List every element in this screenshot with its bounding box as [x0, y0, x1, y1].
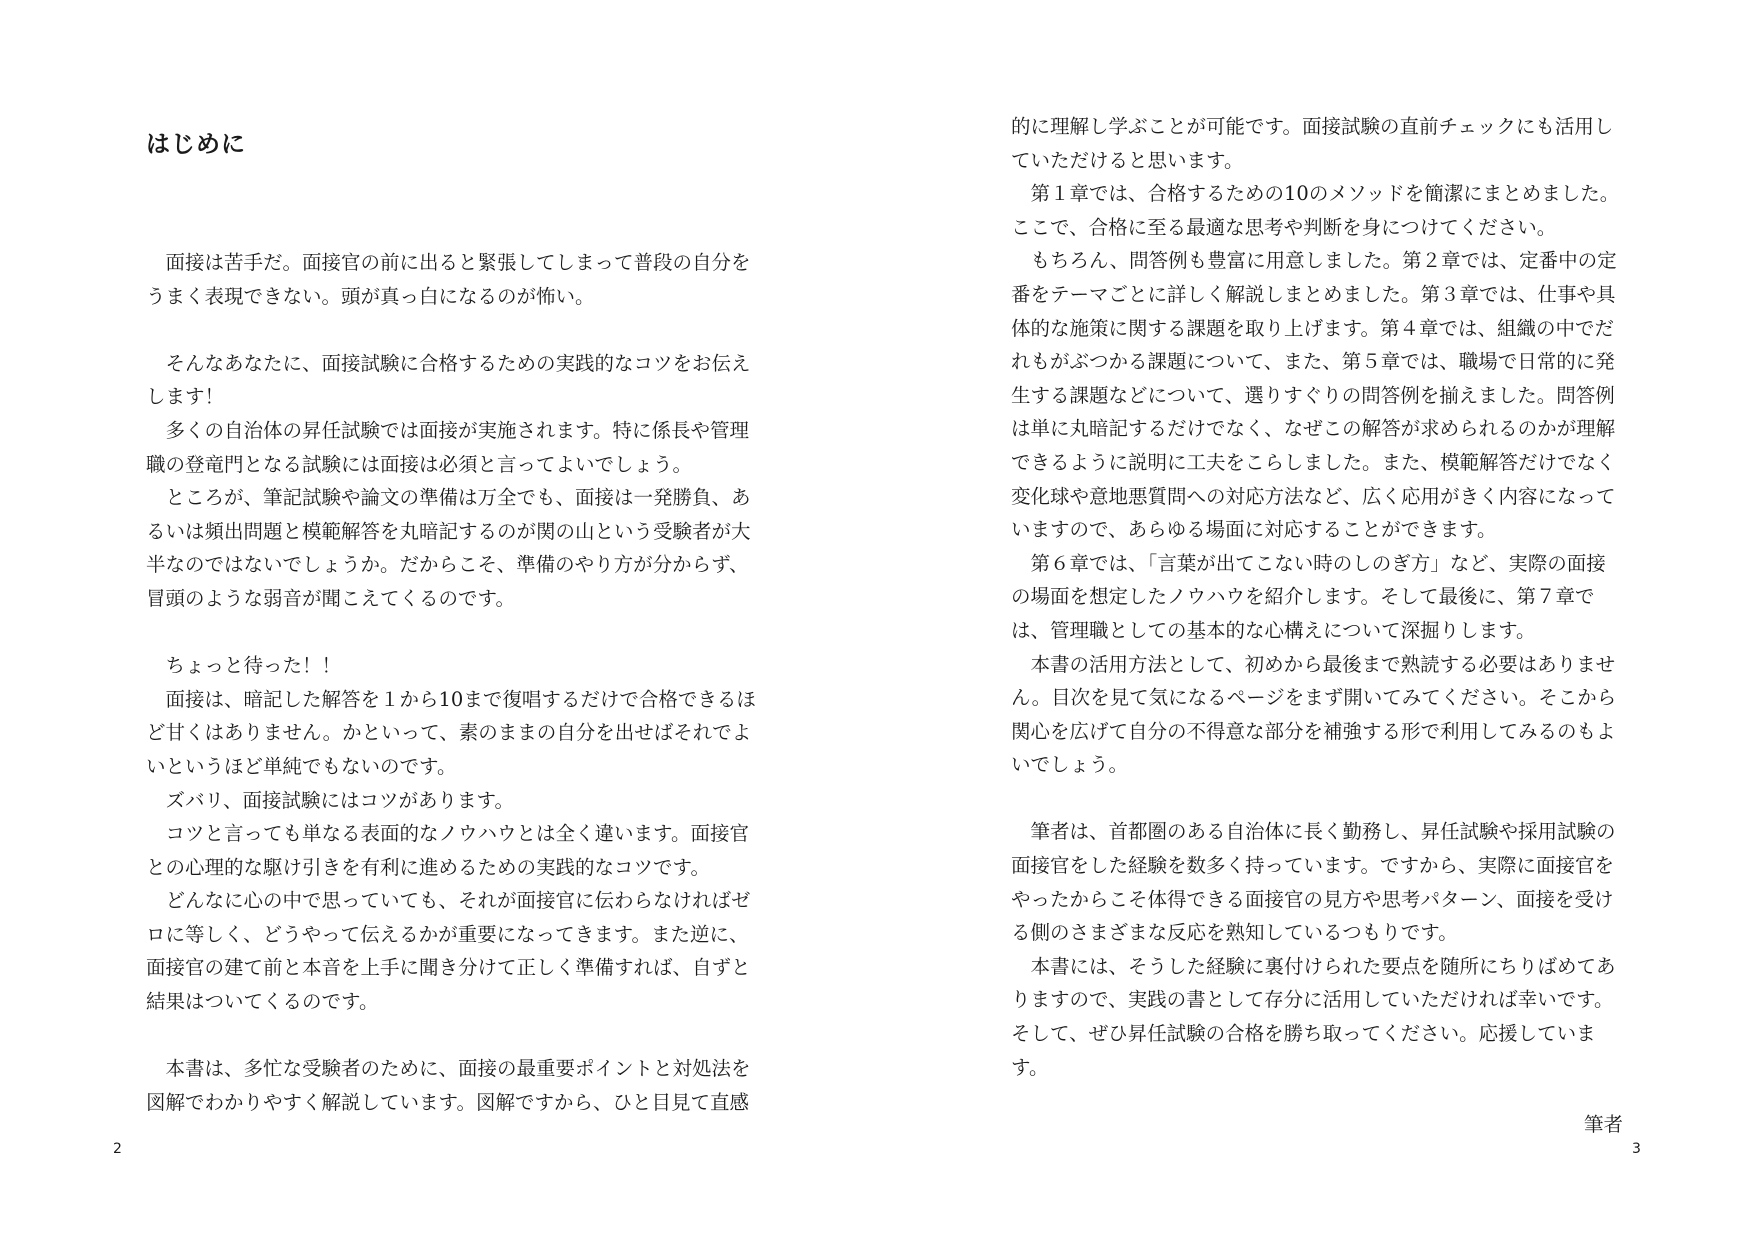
paragraph: ちょっと待った！！ [165, 654, 342, 678]
signature: 筆者 [1583, 1113, 1623, 1137]
paragraph: 的に理解し学ぶことが可能です。面接試験の直前チェックにも活用していただけると思います。 [1011, 115, 1614, 172]
paragraph: 面接は苦手だ。面接官の前に出ると緊張してしまって普段の自分をうまく表現できない。頭が真っ白になるのが怖い。 [146, 251, 751, 308]
page-number: 2 [113, 1141, 122, 1157]
paragraph: そんなあなたに、面接試験に合格するための実践的なコツをお伝えします！ [146, 351, 751, 409]
page-title: はじめに [146, 130, 246, 158]
paragraph: 第６章では、「言葉が出てこない時のしのぎ方」など、実際の面接の場面を想定したノウハウを紹介します。そして最後に、第７章では、管理職としての基本的な心構えについて深掘りします。 [1011, 551, 1606, 642]
paragraph: 多くの自治体の昇任試験では面接が実施されます。特に係長や管理職の登竜門となる試験には面接は必須と言ってよいでしょう。 [146, 418, 749, 476]
page-number: 3 [1632, 1141, 1641, 1157]
paragraph: どんなに心の中で思っていても、それが面接官に伝わらなければゼロに等しく、どうやって伝えるかが重要になってきます。また逆に、面接官の建て前と本音を上手に聞き分けて正しく準備すれば、自ずと結果はついてくるのです。 [146, 889, 751, 1014]
paragraph: 筆者は、首都圏のある自治体に長く勤務し、昇任試験や採用試験の面接官をした経験を数多く持っています。ですから、実際に面接官をやったからこそ体得できる面接官の見方や思考パターン、面接を受ける側のさまざまな反応を熟知しているつもりです。 [1011, 820, 1616, 945]
paragraph: 本書には、そうした経験に裏付けられた要点を随所にちりばめてありますので、実践の書として存分に活用していただければ幸いです。そして、ぜひ昇任試験の合格を勝ち取ってください。応援しています。 [1011, 954, 1616, 1079]
paragraph: コツと言っても単なる表面的なノウハウとは全く違います。面接官との心理的な駆け引きを有利に進めるための実践的なコツです。 [146, 822, 749, 879]
paragraph: 本書は、多忙な受験者のために、面接の最重要ポイントと対処法を図解でわかりやすく解説しています。図解ですから、ひと目見て直感 [146, 1057, 751, 1114]
paragraph: ズバリ、面接試験にはコツがあります。 [165, 788, 514, 812]
paragraph: もちろん、問答例も豊富に用意しました。第２章では、定番中の定番をテーマごとに詳しく解説しまとめました。第３章では、仕事や具体的な施策に関する課題を取り上げます。第４章では、組織の中でだれもがぶつかる課題について、また、第５章では、職場で日常的に発生する課題などについて、選りすぐりの問答例を揃えました。問答例は単に丸暗記するだけでなく、なぜこの解答が求められるのかが理解できるように説明に工夫をこらしました。また、模範解答だけでなく変化球や意地悪質問への対応方法など、広く応用がきく内容になっていますので、あらゆる場面に対応することができます。 [1011, 249, 1617, 542]
paragraph: 面接は、暗記した解答を１から10まで復唱するだけで合格できるほど甘くはありません。かといって、素のままの自分を出せばそれでよいというほど単純でもないのです。 [146, 687, 756, 778]
right-body-text [1011, 110, 1623, 1142]
paragraph: 本書の活用方法として、初めから最後まで熟読する必要はありません。目次を見て気になるページをまず開いてみてください。そこから関心を広げて自分の不得意な部分を補強する形で利用してみるのもよいでしょう。 [1011, 652, 1617, 777]
right-page [877, 0, 1755, 1240]
paragraph: ところが、筆記試験や論文の準備は万全でも、面接は一発勝負、あるいは頻出問題と模範解答を丸暗記するのが関の山という受験者が大半なのではないでしょうか。だからこそ、準備のやり方が分からず、冒頭のような弱音が聞こえてくるのです。 [146, 486, 751, 610]
left-page [0, 0, 877, 1240]
paragraph: 第１章では、合格するための10のメソッドを簡潔にまとめました。ここで、合格に至る最適な思考や判断を身につけてください。 [1011, 182, 1620, 239]
left-body-text [146, 246, 758, 1119]
